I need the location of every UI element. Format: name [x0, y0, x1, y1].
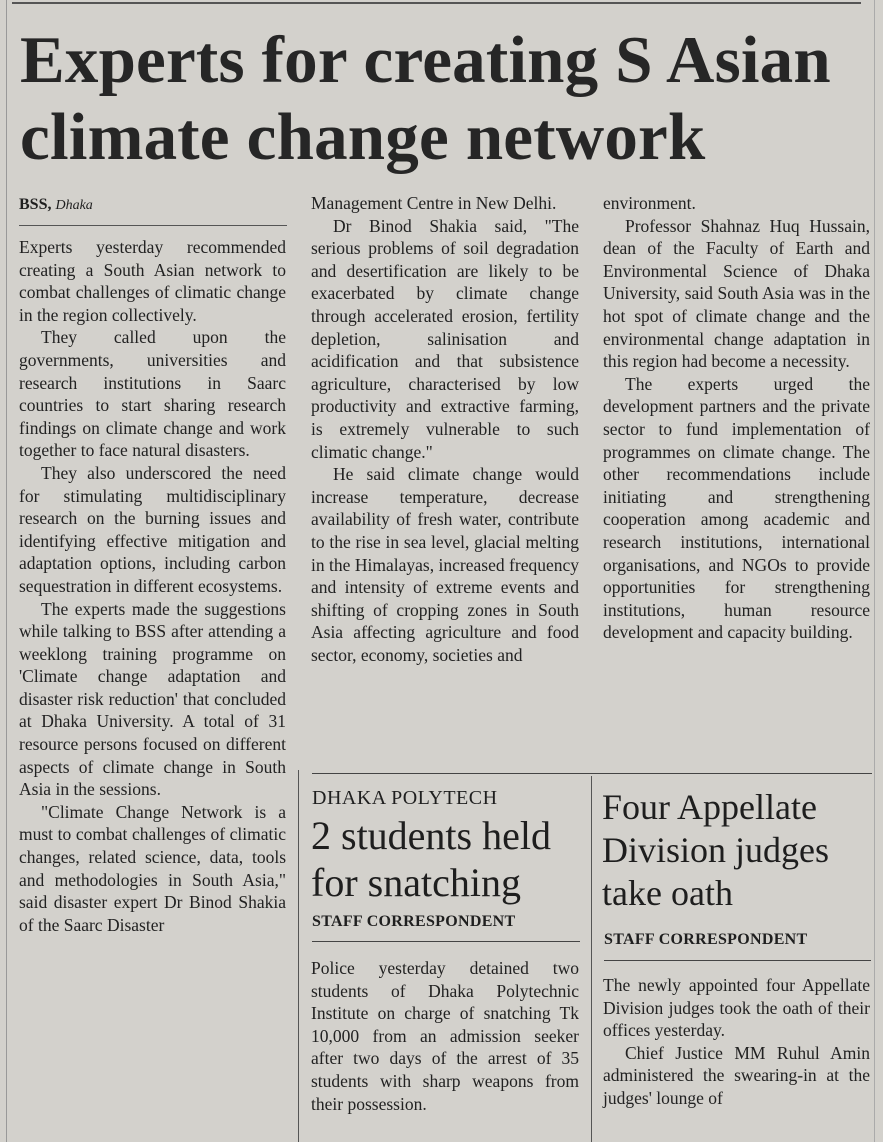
top-rule — [12, 2, 861, 4]
main-headline: Experts for creating S Asian climate change network — [20, 23, 831, 174]
main-byline — [19, 196, 93, 214]
byline-agency: BSS, — [19, 196, 52, 213]
paragraph: He said climate change would increase temperature, decrease availability of fresh water, contribute to the rise in sea level, glacial melting in the Himalayas, increased frequency and intensity of extreme events and shifting of cropping zones in South Asia affecting agriculture and food sector, economy, societies and — [311, 464, 579, 665]
story2-byline: STAFF CORRESPONDENT — [312, 913, 516, 930]
paragraph: Police yesterday detained two students of Dhaka Polytechnic Institute on charge of snatching Tk 10,000 from an admission seeker after two days of the arrest of 35 students with sharp weapons from their possession. — [311, 958, 579, 1114]
story2-headline: 2 students held for snatching — [311, 813, 551, 905]
paragraph: environment. — [603, 193, 696, 213]
section-divider — [312, 773, 872, 774]
paragraph: The newly appointed four Appellate Division judges took the oath of their offices yesterday. — [603, 975, 870, 1041]
paragraph: Dr Binod Shakia said, "The serious problems of soil degradation and desertification are likely to be exacerbated by climate change through accelerated erosion, fertility depletion, salinisation and acidification and that subsistence agriculture, characterised by low productivity and extractive farming, is extremely vulnerable to such climatic change." — [311, 215, 579, 462]
byline-rule — [19, 225, 287, 226]
story3-byline-rule — [604, 960, 871, 961]
main-story-column-1 — [19, 236, 286, 936]
paragraph: The experts made the suggestions while talking to BSS after attending a weeklong training programme on 'Climate change adaptation and disaster risk reduction' that concluded at Dhaka University. A total of 31 resource persons focused on different aspects of climate change in South Asia in the sessions. — [19, 598, 286, 800]
paragraph: Chief Justice MM Ruhul Amin administered the swearing-in at the judges' lounge of — [603, 1042, 870, 1108]
story2-byline-rule — [312, 941, 580, 942]
column-divider — [591, 776, 592, 1142]
main-story-column-3 — [603, 192, 870, 644]
paragraph: "Climate Change Network is a must to combat challenges of climatic changes, related science, data, tools and methodologies in South Asia," said disaster expert Dr Binod Shakia of the Saarc Disaster — [19, 801, 286, 935]
paragraph: Management Centre in New Delhi. — [311, 193, 557, 213]
paragraph: They also underscored the need for stimulating multidisciplinary research on the burning issues and identifying effective mitigation and adaptation options, including carbon sequestration in different ecosystems. — [19, 462, 286, 596]
paragraph: Professor Shahnaz Huq Hussain, dean of the Faculty of Earth and Environmental Science of Dhaka University, said South Asia was in the hot spot of climate change and the environmental change adaptation in this region had become a necessity. — [603, 215, 870, 372]
story3-body — [603, 974, 870, 1110]
byline-place: Dhaka — [55, 198, 93, 213]
story2-kicker: DHAKA POLYTECH — [312, 787, 498, 809]
story3-headline: Four Appellate Division judges take oath — [602, 787, 830, 913]
main-story-column-2 — [311, 192, 579, 666]
left-column-rule — [6, 0, 7, 1142]
story2-body — [311, 957, 579, 1115]
paragraph: The experts urged the development partners and the private sector to fund implementation of programmes on climate change. The other recommendations include initiating and strengthening cooperation among academic and research institutions, international organisations, and NGOs to provide opportunities for strengthening institutions, human resource development and capacity building. — [603, 373, 870, 643]
story3-byline: STAFF CORRESPONDENT — [604, 931, 808, 948]
paragraph: They called upon the governments, universities and research institutions in Saarc countries to start sharing research findings on climate change and work together to face natural disasters. — [19, 327, 286, 461]
column-divider — [298, 770, 299, 1142]
paragraph: Experts yesterday recommended creating a South Asian network to combat challenges of climatic change in the region collectively. — [19, 237, 286, 325]
